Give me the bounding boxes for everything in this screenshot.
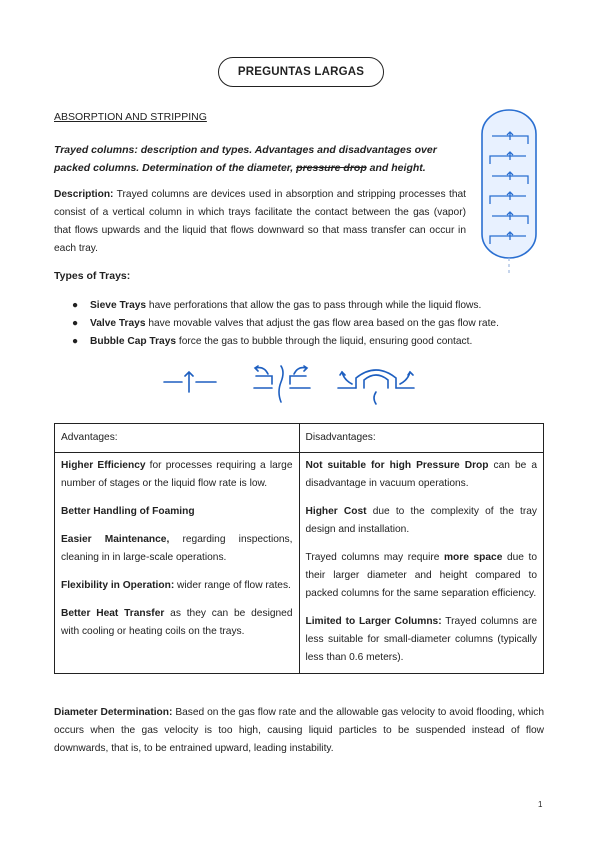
advantage-item	[61, 503, 293, 521]
diameter-text: Based on the gas flow rate and the allowable gas velocity to avoid flooding, which occurs when the gas velocity is too high, causing liquid particles to be suspended instead of flow downwards, that is, to be entrained upward, leading instability.	[54, 707, 544, 754]
tray-type-text: force the gas to bubble through the liquid, ensuring good contact.	[176, 336, 473, 347]
page-title-text: PREGUNTAS LARGAS	[237, 66, 365, 78]
disadvantage-bold: Higher Cost	[305, 506, 367, 517]
advantage-bold: Flexibility in Operation:	[61, 580, 175, 591]
table-row	[55, 453, 544, 674]
sieve-tray-icon	[164, 372, 216, 392]
description-label: Description:	[54, 189, 114, 200]
tray-type-name: Bubble Cap Trays	[90, 336, 177, 347]
section-heading: ABSORPTION AND STRIPPING	[54, 111, 207, 123]
disadvantage-bold: more space	[444, 552, 503, 563]
advantage-bold: Higher Efficiency	[61, 460, 146, 471]
diameter-label: Diameter Determination:	[54, 707, 173, 718]
tray-type-name: Sieve Trays	[90, 300, 147, 311]
table-header-row	[55, 424, 544, 453]
advantage-item	[61, 457, 293, 493]
advantage-bold: Better Heat Transfer	[61, 608, 165, 619]
advantages-cell	[55, 453, 300, 674]
question-text	[54, 141, 466, 177]
advantage-bold: Better Handling of Foaming	[61, 506, 195, 517]
bullet-icon: ●	[72, 318, 79, 329]
question-part-2: and height.	[366, 162, 426, 174]
table-header-advantages: Advantages:	[55, 424, 300, 453]
advantage-item	[61, 577, 293, 595]
page-number: 1	[538, 800, 543, 809]
diameter-paragraph	[54, 704, 544, 758]
tray-type-text: have perforations that allow the gas to pass through while the liquid flows.	[146, 300, 482, 311]
tray-types-sketch	[160, 362, 460, 406]
advantage-item	[61, 605, 293, 641]
tray-types-list	[72, 297, 552, 351]
disadvantage-text: due to their larger diameter and height compared to packed columns for the same separation efficiency.	[305, 552, 538, 599]
disadvantage-item	[306, 549, 538, 603]
types-heading: Types of Trays:	[54, 270, 131, 282]
advantage-text: as they can be designed with cooling or heating coils on the trays.	[61, 608, 293, 637]
description-paragraph	[54, 186, 466, 258]
disadvantage-pre: Trayed columns may require	[305, 552, 444, 563]
disadvantage-text: can be a disadvantage in vacuum operations.	[305, 460, 537, 489]
advantage-text: wider range of flow rates.	[174, 580, 291, 591]
tray-type-name: Valve Trays	[90, 318, 146, 329]
disadvantage-item	[306, 503, 538, 539]
disadvantage-text: due to the complexity of the tray design and installation.	[305, 506, 538, 535]
disadvantage-bold: Limited to Larger Columns:	[305, 616, 442, 627]
bubble-cap-tray-icon	[338, 370, 414, 404]
bullet-icon: ●	[72, 336, 79, 347]
tray-type-text: have movable valves that adjust the gas flow area based on the gas flow rate.	[145, 318, 499, 329]
disadvantage-item	[306, 457, 538, 493]
question-struck-text: pressure drop	[296, 162, 367, 174]
trayed-column-sketch	[478, 104, 540, 280]
page-title	[218, 57, 384, 87]
disadvantages-cell	[299, 453, 544, 674]
question-part-1: Trayed columns: description and types. Advantages and disadvantages over packed columns. Determination of the diameter,	[54, 144, 437, 174]
valve-tray-icon	[254, 366, 310, 402]
table-header-disadvantages: Disadvantages:	[299, 424, 544, 453]
disadvantage-text: Trayed columns are less suitable for small-diameter columns (typically less than 0.6 meters).	[305, 616, 537, 663]
disadvantage-bold: Not suitable for high Pressure Drop	[305, 460, 489, 471]
bullet-icon: ●	[72, 300, 79, 311]
description-text: Trayed columns are devices used in absorption and stripping processes that consist of a vertical column in which trays facilitate the contact between the gas (vapor) that flows upwards and the liquid that flows downward so that mass transfer can occur in each tray.	[54, 189, 466, 254]
advantage-text: for processes requiring a large number of stages or the liquid flow rate is low.	[61, 460, 293, 489]
list-item	[72, 333, 552, 351]
advantage-text: regarding inspections, cleaning in in large-scale operations.	[61, 534, 293, 563]
disadvantage-item	[306, 613, 538, 667]
advantage-bold: Easier Maintenance,	[61, 534, 170, 545]
advantages-disadvantages-table	[54, 423, 544, 674]
list-item	[72, 297, 552, 315]
list-item	[72, 315, 552, 333]
advantage-item	[61, 531, 293, 567]
